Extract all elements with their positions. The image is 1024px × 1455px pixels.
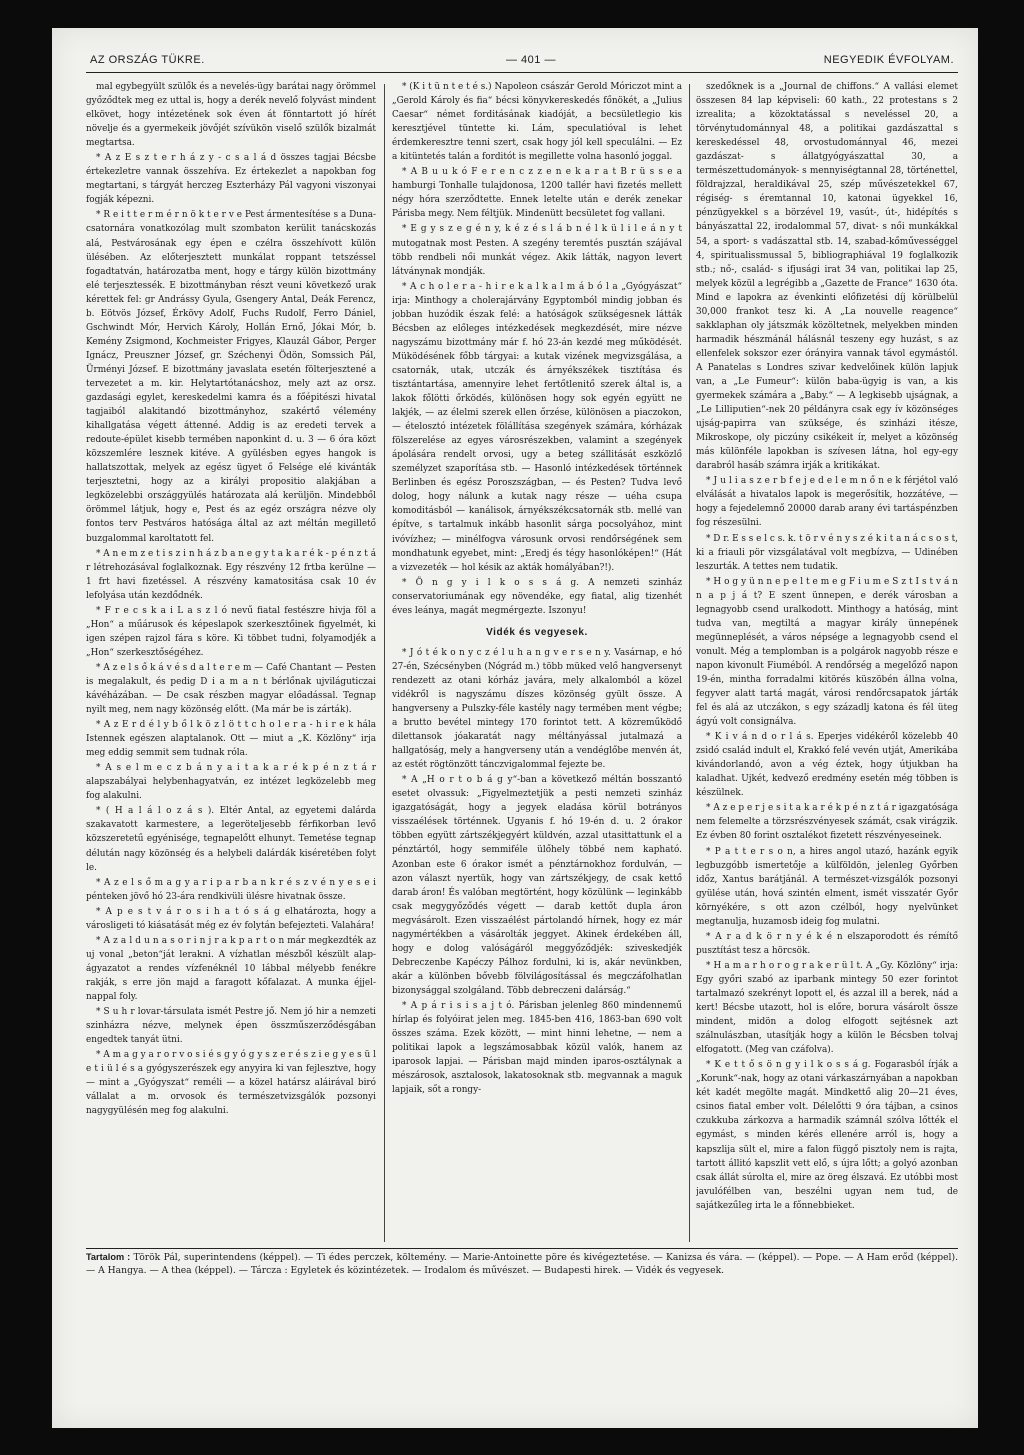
page-header [86,50,958,73]
article-paragraph: mal egybegyült szülők és a nevelés-ügy barátai nagy örömmel győződtek meg ez uttal is, hogy a derék nevelő folyvást mindent elkövet, hogy intézetének sok éven át fönntartott jó hírét növelje és a gyermekeik jövőjét szívükön viselő szülők bizalmát megtartsa. [86,82,376,149]
article-paragraph: * E g y s z e g é n y, k é z é s l á b n é l k ü l i l e á n y t mutogatnak most Pesten. A szegény teremtés pusztán szájával több rendbeli női munkát végez. Akik látták, nagyon levert látványnak mondják. [392,224,682,277]
article-paragraph: * P a t t e r s o n, a hires angol utazó, hazánk egyik legbuzgóbb ismertetője a külföldön, jelenleg Győrben időz, Xantus barátjánál. A természet-vizsgálók pozsonyi gyülése után, hová szintén elment, ismét visszatér Győr környékére, s ott azon czélból, hogy nyelvünket megtanulja, huzamosb ideig fog mulatni. [696,846,958,927]
header-page-number: — 401 — [506,54,556,66]
article-paragraph: * A z e l s ő k á v é s d a l t e r e m — Café Chantant — Pesten is megalakult, és pedig D i a m a n t bérlőnak ujviláguticzai kávéházában. — De csak részben magyar előadással. Tegnap nyilt meg, nem nagy közönség előtt. (Ma már be is zárták). [86,662,376,716]
article-paragraph: * A z e p e r j e s i t a k a r é k p é n z t á r igazgatósága nem felemelte a törzsrészvényesek számát, csak virágzik. Ez évben 80 forint osztalékot fizetett részvényeseinek. [696,803,958,842]
article-paragraph: * J u l i a s z e r b f e j e d e l e m n ő n e k férjétol való elválását a hivatalos lapok is megerősítik, hozzátéve, — hogy a fejedelemnő 20000 darab arany évi tartáspénzben fog részesülni. [696,476,958,529]
toc-text: Török Pál, superintendens (képpel). — Ti édes perczek, költemény. — Marie-Antoinette pöre és kivégeztetése. — Kanizsa és vára. — (képpel). — Pope. — A Ham erőd (képpel). — A Hangya. — A thea (képpel). — Tárcza : Egyletek és közintézetek. — Irodalom és művészet. — Budapesti hirek. — Vidék és vegyesek. [86,1252,958,1276]
article-paragraph: * H o g y ü n n e p e l t e m e g F i u m e S z t I s t v á n n a p j á t? E szent ünnepen, e derék városban a legnagyobb csend uralkodott. Minthogy a hatóság, mint tudva van, megtiltá a magyar király ünnepének megünneplését, a város népsége a legnagyobb csend el vonult. Még a templomban is a polgárok nagyobb része e napon kivonult Fiuméból. A rendőrség a megelőző napon 19-én, mintha forradalmi kitörés küszöbén állna volna, fegyver alatt tartá magát, városi rendőrcsapatok járták fel és alá az utczákon, s egy századlj katona és fél üteg ágyú volt consignálva. [696,576,958,728]
article-paragraph: * A z E r d é l y b ő l k ö z l ö t t c h o l e r a - h i r e k hála Istennek egészen alaptalanok. Ott — miut a „K. Közlöny“ irja meg eddig semmit sem tudnak róla. [86,720,376,759]
article-paragraph: szedőknek is a „Journal de chiffons.“ A vallási elemet összesen 84 lap képviseli: 60 kath., 22 protestans s 2 izrealita; a közoktatással s neveléssel 20, a törvénytudománnyal 48, a politikai gazdászattal s kereskedéssel 48, orvostudománnyal 46, mezei gazdászat- s állatgyógyászattal 30, a természettudományok- s mennyiségtannal 28, történettel, földrajzzal, heraldikával 25, szép művészetekkel 67, régiség- s éremtannal 10, katonai ügyekkel 16, pénzügyekkel s a börzével 19, vasút-, út-, hidépítés s bányászattal 22, irodalommal 57, divat- s női munkákkal 54, a sport- s vadászattal stb. 14, szabad-kőművességgel 4, spiritualissmussal 5, bibliographiával 19 foglalkozik stb.; nő-, család- s ifjusági irat 34 van, politikai lap 25, melyek közül a legrégibb a „Gazette de France“ 1630 óta. Mind e lapokra az évenkinti előfizetési díj körülbelül 30,000 frankot tesz ki. A „La nouvelle reagence“ sakklaphan oly játszmák közöltetnek, melyekben minden harmadik hészmánál hálásnál teszeny egy huzást, s az ellenfelek sokszor ezer órányira vannak távol egymástól. A Panatelas s Londres szivar kedvelőinek külön lapjuk van, a „Le Fumeur“: külön baba-ügyig is van, a kis gyermekek számára a „Baby.“ — A legkisebb ujságnak, a „Le Lilliputien“-nek 20 példányra csak egy ív közönséges ujság-papirra van szüksége, és szinházi itésze, Mikroskope, oly piczúny csikékeit ír, melyet a közönség más különféle lapokban is szívesen látna, hol egy-egy darabról hasáb számra irják a kritikákat. [696,82,958,472]
article-paragraph: * D r. E s s e l c s. k. t ö r v é n y s z é k i t a n á c s o s t, ki a friauli pör vizsgálatával volt megbízva, — Udinében leszurták. A tettes nem tudatik. [696,533,958,572]
article-paragraph: * J ó t é k o n y c z é l u h a n g v e r s e n y. Vasárnap, e hó 27-én, Szécsényben (Nógrád m.) több müked velő hangversenyt rendezett az otani kórház javára, mely alkalomból a közel vidékről is nagyszámu díszes közönség gyült össze. A hangverseny a Pulszky-féle kastély nagy termében ment végbe; a brutto bevétel mintegy 170 forintot tett. A közreműködő dilettansok jóakaratát nagy méltányással jutalmazá a hallgatóság, mely a hangverseny után a vendéglőbe menvén át, az estét rögtönzött tánczvigalommal fejezte be. [392,647,682,771]
article-paragraph: * A m a g y a r o r v o s i é s g y ó g y s z e r é s z i e g y e s ü l e t i ü l é s a gyógyszerészek egy anyyira ki van fejlesztve, hogy — mint a „Gyógyszat“ reméli — a közel határsz aláirával biró vállalat a m. orvosok és természetvizsgálók pozsonyi nagygyülésén meg fog alakulni. [86,1050,376,1117]
article-paragraph: * A c h o l e r a - h i r e k a l k a l m á b ó l a „Gyógyászat“ irja: Minthogy a cholerajárvány Egyptomból mindig jobban és jobban huzódik észak felé: a hatóságok szükségesnek látták Bécsben az előleges intézkedések megkezdését, mire nézve nagyszámu bizottmány már f. hó 23-án kezdé meg működését. Müködésének főbb tárgyai: a kutak vizének megvizsgálása, a csatornák, utak, utczák és árnyékszékek tisztítása és tisztántartása, amennyire lehet fertőtlenitő szerek által is, a lakok főlötti őrködés, különösen hogy sok egyén együtt ne lakjék, — az élelmi szerek ellen őrzése, különösen a piaczokon, — ételosztó intézetek fölállítása szegények számára, kórházak fölszerelése az egyes városrészekben, valamint a szegények ápolására rendelt orvosi, ugy a beteg szállitását eszközlő személyzet szaporítása stb. — Hasonló intézkedések történnek Berlinben és egész Poroszszágban, — és Pesten? Tudva levő dolog, hogy nálunk a kutak nagy része — uéha csupa komoditásból — kanálisok, árnyékszékcsatornák stb. mellé van építve, s tartalmuk inkább hasonlit sárga pocsolyához, mint ivóvízhez; — minélfogva városunk orvosi rendőrségének sem mondhatunk egyebet, mint: „Eredj és tégy hasonlóképen!“ (Hát a vizvezeték — hol késik az akták homályában?!). [392,281,682,573]
article-paragraph: * R e i t t e r m é r n ö k t e r v e Pest ármentesítése s a Duna-csatornára vonatkozólag mult szombaton kerülit tanácskozás alá, Pestvárosának egy épen e czélra összehívott külön ülésében. Az előterjesztett munkálat roppant tetszéssel fogadtatván, határozatba ment, hogy e tárgy külön bizottmány elé terjesztessék. E bizottmányban részt veuni következő urak kérettek fel: gr Andrássy Gyula, Gsengery Antal, Deák Ferencz, b. Eötvös József, Érkövy Adolf, Fuchs Rudolf, Ferro Dániel, Gschwindt Mór, Hervich Károly, Hollán Ernő, Jókai Mór, b. Kemény Zsigmond, Kochmeister Frigyes, Klauzál Gábor, Perger Ignácz, Preuszner József, gr. Széchenyi Ödön, Somssich Pál, Ürményi József. E bizottmány javaslata esetén fölterjesztené a tervezetet a m. kir. Helytartótanácshoz, mely azt az orsz. gazdasági egylet, kereskedelmi kamra és a főépitészi hivatal tagjaiból alakitandó bizottmányhoz, szakértő vélemény kihallgatása végett áttenné. Addig is az eredeti tervek a redoute-épület kisebb termében naponkint d. u. 3 — 6 óra közt közszemlére lesznek kitéve. A gyülésben egyes hangok is hallatszottak, melyek az egész ügyet ő Felsége elé kivánták terjesztetni, hogy az a királyi propositio alakjában a legközelebbi országgyülés határozata alá kerüljön. Mindebből örömmel látjuk, hogy e, Pest és az egéz országra nézve oly fontos terv Pestváros hatósága által az azt méltán megillető buzgalommal karoltatott fel. [86,210,376,544]
table-of-contents [86,1248,958,1277]
column-1 [86,80,376,1242]
article-paragraph: * A z e l s ő m a g y a r i p a r b a n k r é s z v é n y e s e i pénteken jövő hó 23-ára rendkivüli ülésre hivatnak össze. [86,877,376,902]
article-paragraph: * (K i t ü n t e t é s.) Napoleon császár Gerold Móriczot mint a „Gerold Károly és fia“ bécsi könyvkereskedés főnökét, a „Julius Caesar“ német forditásának kiadóját, a becsületlegio kis keresztjével tüntette ki. Lám, speculatióval is lehet érdemkeresztre tenni szert, csak hogy jól kell speculálni. — Ez a kitüntetés talán a forditót is megillette volna hasonló joggal. [392,82,682,163]
article-paragraph: * H a m a r h o r o g r a k e r ü l t. A „Gy. Közlöny“ irja: Egy győri szabó az iparbank mintegy 50 ezer forintot tartalmazó szekrényt lopott el, és azzal ill a berek, nád a kert! Bécsbe utazott, hol is előre, borura vásárolt össze mindent, midön a dolog elfogott sejtésnek azt szálnulászban, utasítják hogy a külön le Bécsben tolvaj elfogatott. (Meg van czáfolva). [696,960,958,1056]
article-paragraph: * A n e m z e t i s z i n h á z b a n e g y t a k a r é k - p é n z t á r létrehozásával foglalkoznak. Egy részvény 12 frtba kerülne — 1 frt havi fizetéssel. A részvény kamatositása csak 10 év lefolyása után kezdődnék. [86,548,376,601]
column-divider [384,84,385,1242]
article-paragraph: * A z a l d u n a s o r i n j r a k p a r t o n már megkezdték az uj vonal „beton“ját lerakni. A vízhatlan mészből készült alap-ágyazatot a rendes vízfenéknél 10 lábbal mélyebb fenékre rakják, s erre jön majd a faragott kőfalazat. A munka éjjel-nappal foly. [86,935,376,1002]
article-paragraph: * Ö n g y i l k o s s á g. A nemzeti szinház conservatoriumának egy növendéke, egy fiatal, alig tizenhét éves leánya, magát megmérgezte. Iszonyu! [392,577,682,616]
article-paragraph: * A p á r i s i s a j t ó. Párisban jelenleg 860 mindennemű hírlap és folyóirat jelen meg. 1845-ben 416, 1863-ban 690 volt összes száma. Ezek között, — mint hinni lehetne, — nem a politikai lapok a legszámosabbak közül valók, hanem az iparosok lapjai. — Párisban majd minden iparos-osztálynak a mészárosok, asztalosok, lakatosoknak stb. megvannak a maguk lapjaik, sőt a rongy- [392,1001,682,1096]
article-paragraph: * A „H o r t o b á g y“-ban a következő méltán bosszantó esetet olvassuk: „Figyelmeztetjük a pesti nemzeti szinház igazgatóságát, hogy a jegyek eladása körül botrányos visszaélések történnek. Ugyanis f. hó 19-én d. u. 2 órakor többen együtt zártszékjegyért küldvén, azzal utasittattunk el a pénztártól, hogy semmiféle ülőhely többé nem kapható. Azonban este 6 órakor ismét a pénztárnokhoz fordulván, — azon választ nyertük, hogy van zártszékjegy, de csak kettő darab áron! És valóban megtörtént, hogy közülünk — leginkább csak megygyőződés végett — darab kettőt dupla áron megvásárolt. Ezen visszaélést pártolandó hírnek, hogy ez már nagymértékben a vásárolták jeggyet. Akinek érdekében áll, hogy e dolog valóságáról meggyőződjék: sziveskedjék Debreczenbe Kapéczy Pálhoz fordulni, ki is, akár nevünkben, akár a különben bővebb fölvilágosítással és megczáfolhatlan bizonysággal szolgáland. Több debreczeni dalárság.“ [392,775,682,996]
article-paragraph: * S u h r lovar-társulata ismét Pestre jő. Nem jó hir a nemzeti szinházra nézve, melynek épen összműszerződésgában engedtek tanyát ütni. [86,1007,376,1046]
article-paragraph: * K i v á n d o r l á s. Eperjes vidékéről közelebb 40 zsidó család indult el, Krakkó felé vevén utját, Amerikába kivándorlandó, avon a vég éztek, hogy útjukban ha kaladhat. Ujkét, kedvező eredmény esetén még többen is készülnek. [696,732,958,799]
newspaper-page [52,28,978,1428]
article-paragraph: * A s e l m e c z b á n y a i t a k a r é k p é n z t á r alapszabályai helybenhagyatván, ez intézet legközelebb meg fog alakulni. [86,763,376,802]
article-paragraph: * F r e c s k a i L a s z l ó nevű fiatal festészre hivja föl a „Hon“ a műárusok és képeslapok szerkesztőinek figyelmét, ki igen szépen rajzol fára s köre. Ki többet tudni, folyamodjék a „Hon“ szerkesztőségéhez. [86,605,376,658]
column-divider [689,84,690,1242]
article-paragraph: * A B u u k ó F e r e n c z z e n e k a r a t B r ü s s e a hamburgi Tonhalle tulajdonosa, 1200 tallér havi fizetés mellett négy hóra szerződtette. Ennek letelte után e derék zenekar Párisba megy. Nem féltjük. Mindenütt becsületet fog vallani. [392,167,682,220]
article-paragraph: * A r a d k ö r n y é k é n elszaporodott és rémítő pusztítást tesz a hörcsök. [696,931,958,956]
section-title: Vidék és vegyesek. [486,626,588,638]
column-2 [392,80,682,1242]
article-paragraph: * K e t t ő s ö n g y i l k o s s á g. Fogarasból írják a „Korunk“-nak, hogy az otani várkaszárnyában a napokban két kadét megölte magát. Mindkettő alig 20—21 éves, csinos fiatal ember volt. Délelőtti 9 óra tájban, a csinos czukkuba zárkozva a harmadik számnál szólva lőtték el egymást, s minden kérés ellenére arról is, hogy a kapszlija sült el, mire a falon függő pisztoly nem is rajta, tartott állitó kapszlit vett elő, s újra lőtt; a golyó azonban csak állát súrolta el, mire az öreg élszavá. Ez utóbbi most javulófélben van, beszélni ugyan nem tud, de sajátkezűleg irta le a főnnebbieket. [696,1060,958,1211]
article-paragraph: * A p e s t v á r o s i h a t ó s á g elhatározta, hogy a városligeti tó kiásatását még ez év folytán befejezteti. Valahára! [86,906,376,931]
article-paragraph: * ( H a l á l o z á s ). Eltér Antal, az egyetemi dalárda szakavatott karmestere, a legeröteljesebb férfikorban levő közszeretetű egyénisége, tegnapelőtt elhunyt. Temetése tegnap délután nagy közönség és a helybeli dalárdák kiséretében folyt le. [86,806,376,873]
header-volume: NEGYEDIK ÉVFOLYAM. [823,54,954,66]
article-paragraph: * A z E s z t e r h á z y - c s a l á d összes tagjai Bécsbe értekezletre vannak összehíva. Ez értekezlet a napokban fog megtartani, s tárgyát herczeg Eszterházy Pál vagyoni viszonyai fogják képezni. [86,153,376,206]
toc-label: Tartalom : [86,1252,131,1262]
header-publication-title: AZ ORSZÁG TÜKRE. [90,54,205,66]
column-3 [696,80,958,1242]
